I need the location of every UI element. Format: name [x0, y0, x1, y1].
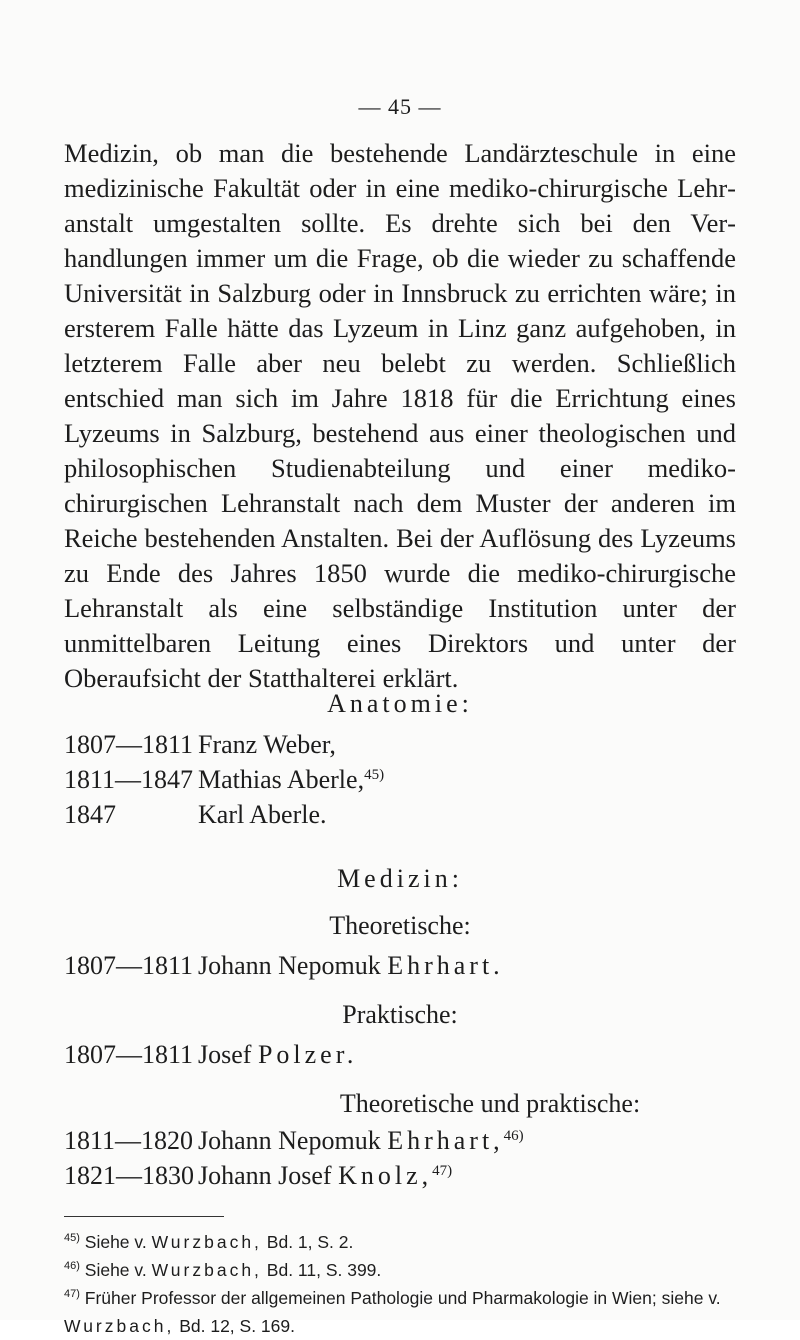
footnote-text: Siehe v.: [84, 1232, 147, 1252]
body-paragraph: Medizin, ob man die bestehende Landärzteschule in eine medizinische Fakultät oder in eine mediko-chirurgische Lehranstalt umgestalten sollte. Es drehte sich bei den Verhandlungen immer um die Frage, ob die wieder zu schaffende Universität in Salzburg oder in Innsbruck zu errichten wäre; in ersterem Falle hätte das Lyzeum in Linz ganz aufgehoben, in letzterem Falle aber neu belebt zu werden. Schließlich entschied man sich im Jahre 1818 für die Errichtung eines Lyzeums in Salzburg, bestehend aus einer theologischen und philosophischen Studienabteilung und einer mediko-chirurgischen Lehranstalt nach dem Muster der anderen im Reiche bestehenden Anstalten. Bei der Auflösung des Lyzeums zu Ende des Jahres 1850 wurde die mediko-chirurgische Lehranstalt als eine selbständige Institution unter der unmittelbaren Leitung eines Direktors und unter der Oberaufsicht der Statthalterei erklärt.: [64, 138, 736, 693]
entry-years: 1821—1830: [64, 1161, 194, 1190]
footnote-ref: 47): [432, 1163, 453, 1179]
anatomie-entry: [64, 765, 384, 795]
footnote-mark: 45): [64, 1232, 80, 1244]
entry-name: Mathias Aberle,: [198, 765, 365, 794]
entry-years: 1807—1811: [64, 1040, 194, 1069]
entry-name: Franz Weber,: [198, 730, 336, 759]
subheading-theoretische: Theoretische:: [329, 911, 471, 940]
footnote: [64, 1228, 736, 1256]
footnote-author: Wurzbach,: [151, 1260, 262, 1280]
page-number: — 45 —: [358, 94, 442, 119]
footnote-text: Siehe v.: [84, 1260, 147, 1280]
anatomie-entry: [64, 800, 327, 830]
entry-first-name: Johann Nepomuk: [198, 1126, 381, 1155]
entry-first-name: Josef: [198, 1040, 252, 1069]
footnote-text: Bd. 11, S. 399.: [266, 1260, 382, 1280]
entry-first-name: Johann Josef: [198, 1161, 332, 1190]
footnote-author: Wurzbach,: [64, 1316, 175, 1336]
entry-surname: Knolz,: [338, 1161, 433, 1190]
medizin-entry: [64, 951, 504, 981]
entry-years: 1811—1820: [64, 1126, 194, 1155]
footnote-mark: 46): [64, 1260, 80, 1272]
medizin-entry: [64, 1040, 357, 1070]
medizin-entry: [64, 1126, 524, 1156]
footnote-text: Bd. 12, S. 169.: [179, 1316, 295, 1336]
subheading-praktische: Praktische:: [342, 1000, 458, 1029]
entry-years: 1807—1811: [64, 730, 194, 759]
medizin-entry: [64, 1161, 452, 1191]
footnote-ref: 45): [364, 767, 385, 783]
entry-surname: Polzer.: [257, 1040, 358, 1069]
entry-years: 1807—1811: [64, 951, 194, 980]
section-title-medizin: Medizin:: [337, 864, 463, 893]
entry-name: Karl Aberle.: [198, 800, 327, 829]
anatomie-entry: [64, 730, 336, 760]
footnote: [64, 1284, 736, 1340]
footnote: [64, 1256, 736, 1284]
entry-years: 1811—1847: [64, 765, 194, 794]
footnote-text: Früher Professor der allgemeinen Pathologie und Pharmakologie in Wien; siehe v.: [84, 1288, 721, 1308]
footnote-text: Bd. 1, S. 2.: [266, 1232, 354, 1252]
section-title-anatomie: Anatomie:: [327, 689, 473, 718]
footnote-author: Wurzbach,: [151, 1232, 262, 1252]
subheading-theoretische-und-praktische: Theoretische und praktische:: [339, 1089, 641, 1118]
footnote-mark: 47): [64, 1288, 80, 1300]
entry-first-name: Johann Nepomuk: [198, 951, 381, 980]
entry-years: 1847: [64, 800, 116, 829]
footnote-divider: [64, 1216, 224, 1217]
entry-surname: Ehrhart.: [387, 951, 504, 980]
entry-surname: Ehrhart,: [387, 1126, 504, 1155]
footnote-ref: 46): [503, 1128, 524, 1144]
